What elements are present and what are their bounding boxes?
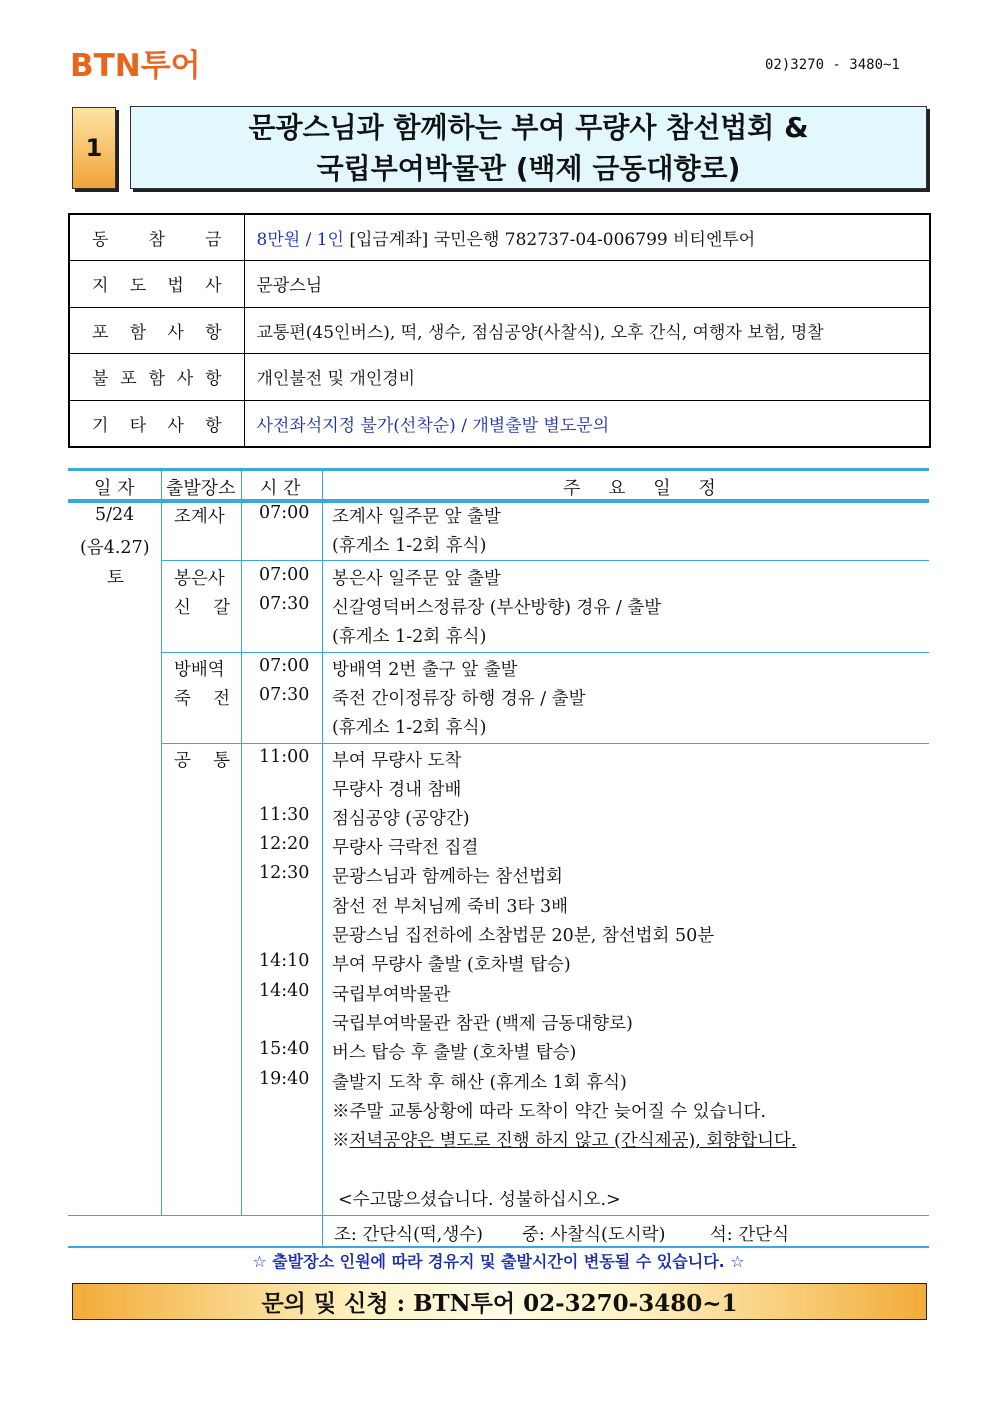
note-mark: ※ [332, 1131, 350, 1151]
info-label-char: 법 [167, 276, 184, 297]
info-label-char: 사 [167, 415, 184, 436]
col-divider [241, 500, 242, 1216]
place-char: 공 [174, 751, 191, 771]
schedule-time: 07:00 [259, 503, 310, 523]
schedule-item: 문광스님 집전하에 소참법문 20분, 참선법회 50분 [332, 926, 715, 946]
schedule-time: 15:40 [259, 1039, 310, 1059]
note-underlined: 저녁공양은 별도로 진행 하지 않고 (간식제공), 회향합니다. [349, 1131, 797, 1151]
schedule-item: 국립부여박물관 [332, 985, 451, 1005]
info-label-char: 타 [129, 415, 147, 436]
place-char: 신 [174, 598, 191, 618]
info-value-text: 문광스님 [256, 276, 323, 297]
title-number-badge: 1 [72, 107, 116, 189]
col-divider [322, 500, 323, 1247]
schedule-time: 14:40 [259, 981, 310, 1001]
info-label [69, 307, 244, 354]
info-label-char: 참 [148, 230, 165, 250]
schedule-item [332, 1127, 796, 1152]
company-logo: BTN투어 [70, 48, 201, 84]
header-place: 출발장소 [166, 478, 236, 499]
schedule-item: 신갈영덕버스정류장 (부산방향) 경유 / 출발 [332, 598, 662, 618]
info-value [244, 307, 930, 354]
info-value [244, 354, 930, 401]
schedule-time: 07:30 [259, 594, 310, 614]
place-char: 방배역 [174, 660, 225, 680]
schedule-item: 조계사 일주문 앞 출발 [332, 507, 501, 527]
info-label [69, 214, 244, 261]
place-char: 봉은사 [174, 569, 225, 589]
title-box [130, 106, 927, 189]
place-char: 갈 [213, 598, 230, 618]
schedule-item: 참선 전 부처님께 죽비 3타 3배 [332, 897, 569, 917]
schedule-place [174, 503, 230, 528]
info-label [69, 354, 244, 401]
schedule-item: <수고많으셨습니다. 성불하십시오.> [338, 1190, 621, 1210]
info-label-char: 함 [148, 369, 165, 390]
header-date: 일 자 [94, 478, 135, 499]
schedule-time: 14:10 [259, 951, 310, 971]
title-line-1: 문광스님과 함께하는 부여 무량사 참선법회 & [248, 110, 809, 144]
row-divider [161, 652, 929, 653]
info-label-char: 사 [176, 369, 194, 390]
info-label-text [92, 411, 222, 436]
row-divider [68, 1215, 929, 1216]
schedule-item: (휴게소 1-2회 휴식) [332, 718, 487, 738]
info-value-highlight: 8만원 / 1인 [256, 230, 344, 250]
col-divider [161, 500, 162, 1216]
info-row [69, 400, 930, 447]
schedule-item: 죽전 간이정류장 하행 경유 / 출발 [332, 689, 586, 709]
schedule-place [174, 656, 230, 681]
schedule-time: 07:30 [259, 685, 310, 705]
schedule-time: 07:00 [259, 656, 310, 676]
info-label [69, 400, 244, 447]
info-value-text: 개인불전 및 개인경비 [256, 369, 416, 390]
schedule-date: 5/24 [95, 505, 135, 525]
schedule-item: 버스 탑승 후 출발 (호차별 탑승) [332, 1043, 577, 1063]
info-value [244, 261, 930, 308]
row-divider [161, 560, 929, 561]
info-label-text [92, 364, 222, 389]
schedule-time: 12:30 [259, 863, 310, 883]
header-phone: 02)3270 - 3480~1 [765, 57, 900, 73]
info-label-char: 포 [92, 322, 109, 343]
info-row [69, 214, 930, 261]
info-label-char: 항 [205, 369, 222, 390]
info-row [69, 307, 930, 354]
info-label-char: 포 [120, 369, 137, 390]
schedule-item: 점심공양 (공양간) [332, 809, 470, 829]
schedule-item: ※주말 교통상황에 따라 도착이 약간 늦어질 수 있습니다. [332, 1102, 766, 1122]
info-value-highlight: 사전좌석지정 불가(선착순) / 개별출발 별도문의 [256, 415, 610, 436]
schedule-time: 12:20 [259, 834, 310, 854]
info-table [68, 213, 931, 448]
header-plan: 주 요 일 정 [563, 478, 716, 499]
footer-contact-banner: 문의 및 신청 : BTN투어 02-3270-3480~1 [72, 1283, 927, 1320]
schedule-time: 11:30 [259, 805, 310, 825]
schedule-place [174, 747, 230, 772]
place-char: 조계사 [174, 507, 225, 527]
row-divider [161, 743, 929, 744]
schedule-time: 07:00 [259, 565, 310, 585]
schedule-item: 무량사 극락전 집결 [332, 838, 479, 858]
header-time: 시 간 [260, 478, 301, 499]
schedule-place [174, 565, 230, 590]
schedule-place [174, 685, 230, 710]
schedule-time: 11:00 [259, 747, 310, 767]
schedule-time: 19:40 [259, 1069, 310, 1089]
schedule-header [68, 468, 929, 499]
info-label-char: 사 [167, 322, 184, 343]
info-value-text: 교통편(45인버스), 떡, 생수, 점심공양(사찰식), 오후 간식, 여행자 보험, 명찰 [256, 322, 824, 343]
schedule-item: (휴게소 1-2회 휴식) [332, 536, 487, 556]
schedule-item: 국립부여박물관 참관 (백제 금동대향로) [332, 1014, 633, 1034]
info-label-char: 항 [205, 415, 222, 436]
place-char: 전 [213, 689, 230, 709]
info-label-char: 지 [92, 276, 109, 297]
info-row [69, 261, 930, 308]
row-divider [68, 1246, 929, 1248]
schedule-item: 무량사 경내 참배 [332, 780, 462, 800]
schedule-item: (휴게소 1-2회 휴식) [332, 627, 487, 647]
info-value-text: [입금계좌] 국민은행 782737-04-006799 비티엔투어 [343, 230, 756, 250]
title-line-2: 국립부여박물관 (백제 금동대향로) [316, 151, 741, 185]
schedule-weekday: 토 [107, 568, 124, 588]
info-value [244, 400, 930, 447]
info-label-char: 동 [92, 230, 109, 250]
info-label-char: 함 [129, 322, 147, 343]
notice-text: ☆ 출발장소 인원에 따라 경유지 및 출발시간이 변동될 수 있습니다. ☆ [252, 1252, 745, 1271]
info-value [244, 214, 930, 261]
info-label-char: 금 [205, 230, 222, 250]
schedule-item: 부여 무량사 도착 [332, 751, 462, 771]
place-char: 통 [213, 751, 230, 771]
schedule-place [174, 594, 230, 619]
schedule-item: 봉은사 일주문 앞 출발 [332, 569, 501, 589]
schedule-item: 부여 무량사 출발 (호차별 탑승) [332, 955, 571, 975]
info-label-text [92, 225, 222, 250]
info-label [69, 261, 244, 308]
info-label-char: 항 [205, 322, 222, 343]
info-label-char: 불 [92, 369, 109, 390]
info-row [69, 354, 930, 401]
info-label-text [92, 271, 222, 296]
info-label-char: 도 [129, 276, 147, 297]
schedule-lunar-date: (음4.27) [80, 538, 150, 558]
schedule-item: 방배역 2번 출구 앞 출발 [332, 660, 518, 680]
info-label-text [92, 318, 222, 343]
meals-info: 조: 간단식(떡,생수) 중: 사찰식(도시락) 석: 간단식 [334, 1225, 789, 1245]
info-label-char: 사 [205, 276, 222, 297]
info-label-char: 기 [92, 415, 109, 436]
place-char: 죽 [174, 689, 191, 709]
schedule-item: 출발지 도착 후 해산 (휴게소 1회 휴식) [332, 1073, 627, 1093]
schedule-item: 문광스님과 함께하는 참선법회 [332, 867, 563, 887]
